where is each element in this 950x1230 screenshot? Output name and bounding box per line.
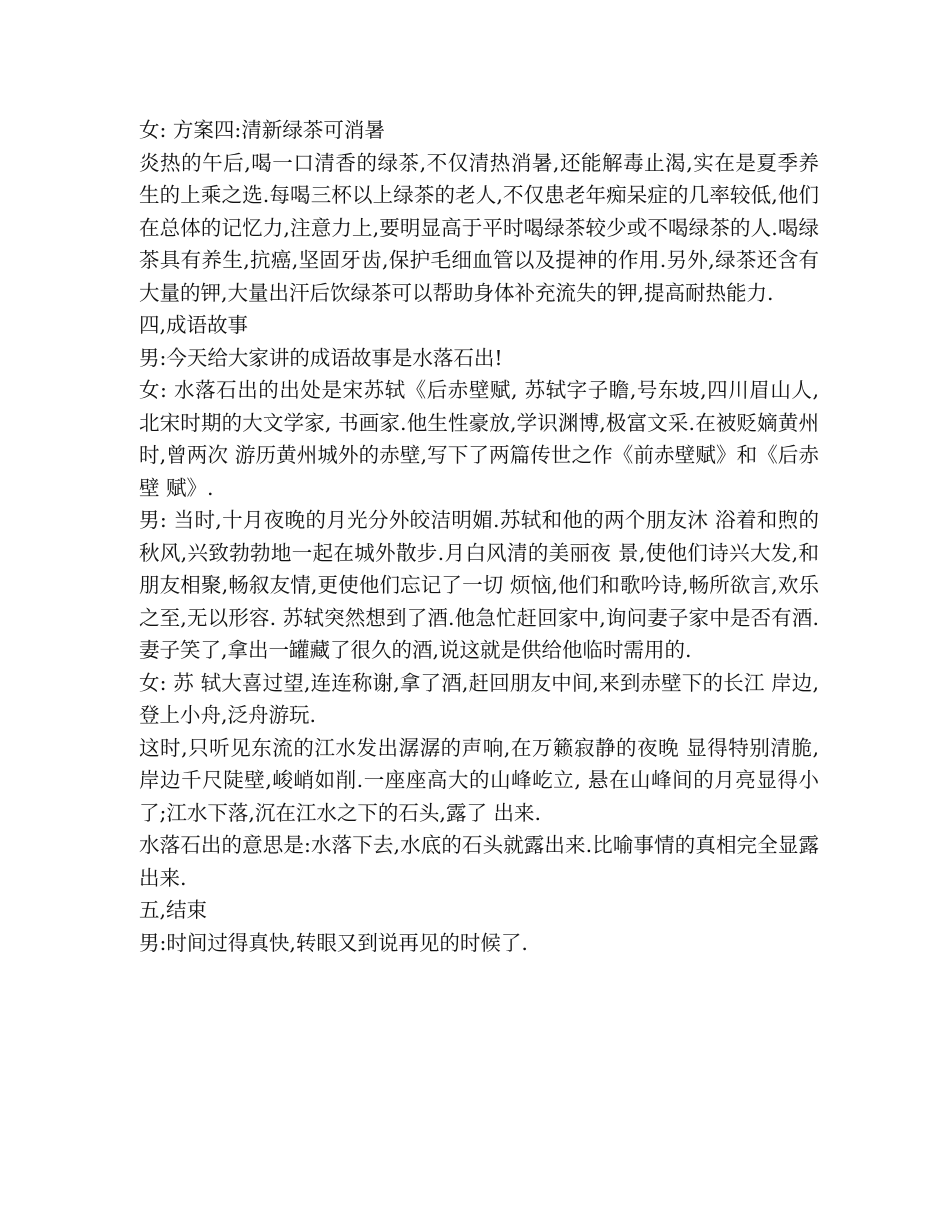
section-heading-ending: 五,结束 — [139, 898, 208, 922]
dialogue-line-male-story: 男: 当时,十月夜晚的月光分外皎洁明媚.苏轼和他的两个朋友沐 浴着和煦的秋风,兴致勃勃地一起在城外散步.月白风清的美丽夜 景,使他们诗兴大发,和朋友相聚,畅叙友情,更使他们忘记了一切 烦恼,他们和歌吟诗,畅所欲言,欢乐之至,无以形容. 苏轼突然想到了酒.他急忙赶回家中,询问妻子家中是否有酒. 妻子笑了,拿出一罐藏了很久的酒,说这就是供给他临时需用的. — [139, 508, 819, 662]
dialogue-line-female-heading: 女: 方案四:清新绿茶可消暑 — [139, 118, 385, 142]
dialogue-line-female-origin: 女: 水落石出的出处是宋苏轼《后赤壁赋, 苏轼字子瞻,号东坡,四川眉山人,北宋时期的大文学家, 书画家.他生性豪放,学识渊博,极富文采.在被贬嫡黄州时,曾两次 游历黄州城外的赤壁,写下了两篇传世之作《前赤壁赋》和《后赤壁 赋》. — [139, 378, 819, 500]
dialogue-line-female-story: 女: 苏 轼大喜过望,连连称谢,拿了酒,赶回朋友中间,来到赤壁下的长江 岸边,登上小舟,泛舟游玩. — [139, 670, 819, 727]
section-heading-idiom-story: 四,成语故事 — [139, 313, 249, 337]
idiom-meaning-paragraph: 水落石出的意思是:水落下去,水底的石头就露出来.比喻事情的真相完全显露出来. — [139, 833, 819, 890]
green-tea-paragraph: 炎热的午后,喝一口清香的绿茶,不仅清热消暑,还能解毒止渴,实在是夏季养生的上乘之选.每喝三杯以上绿茶的老人,不仅患老年痴呆症的几率较低,他们在总体的记忆力,注意力上,要明显高于平时喝绿茶较少或不喝绿茶的人.喝绿茶具有养生,抗癌,坚固牙齿,保护毛细血管以及提神的作用.另外,绿茶还含有大量的钾,大量出汗后饮绿茶可以帮助身体补充流失的钾,提高耐热能力. — [139, 150, 819, 305]
document-body — [139, 114, 819, 959]
dialogue-line-male-intro: 男:今天给大家讲的成语故事是水落石出! — [139, 345, 503, 370]
dialogue-line-male-closing: 男:时间过得真快,转眼又到说再见的时候了. — [139, 930, 528, 955]
narration-paragraph: 这时,只听见东流的江水发出潺潺的声响,在万籁寂静的夜晚 显得特别清脆,岸边千尺陡壁,峻峭如削.一座座高大的山峰屹立, 悬在山峰间的月亮显得小了;江水下落,沉在江水之下的石头,露了 出来. — [139, 735, 819, 825]
